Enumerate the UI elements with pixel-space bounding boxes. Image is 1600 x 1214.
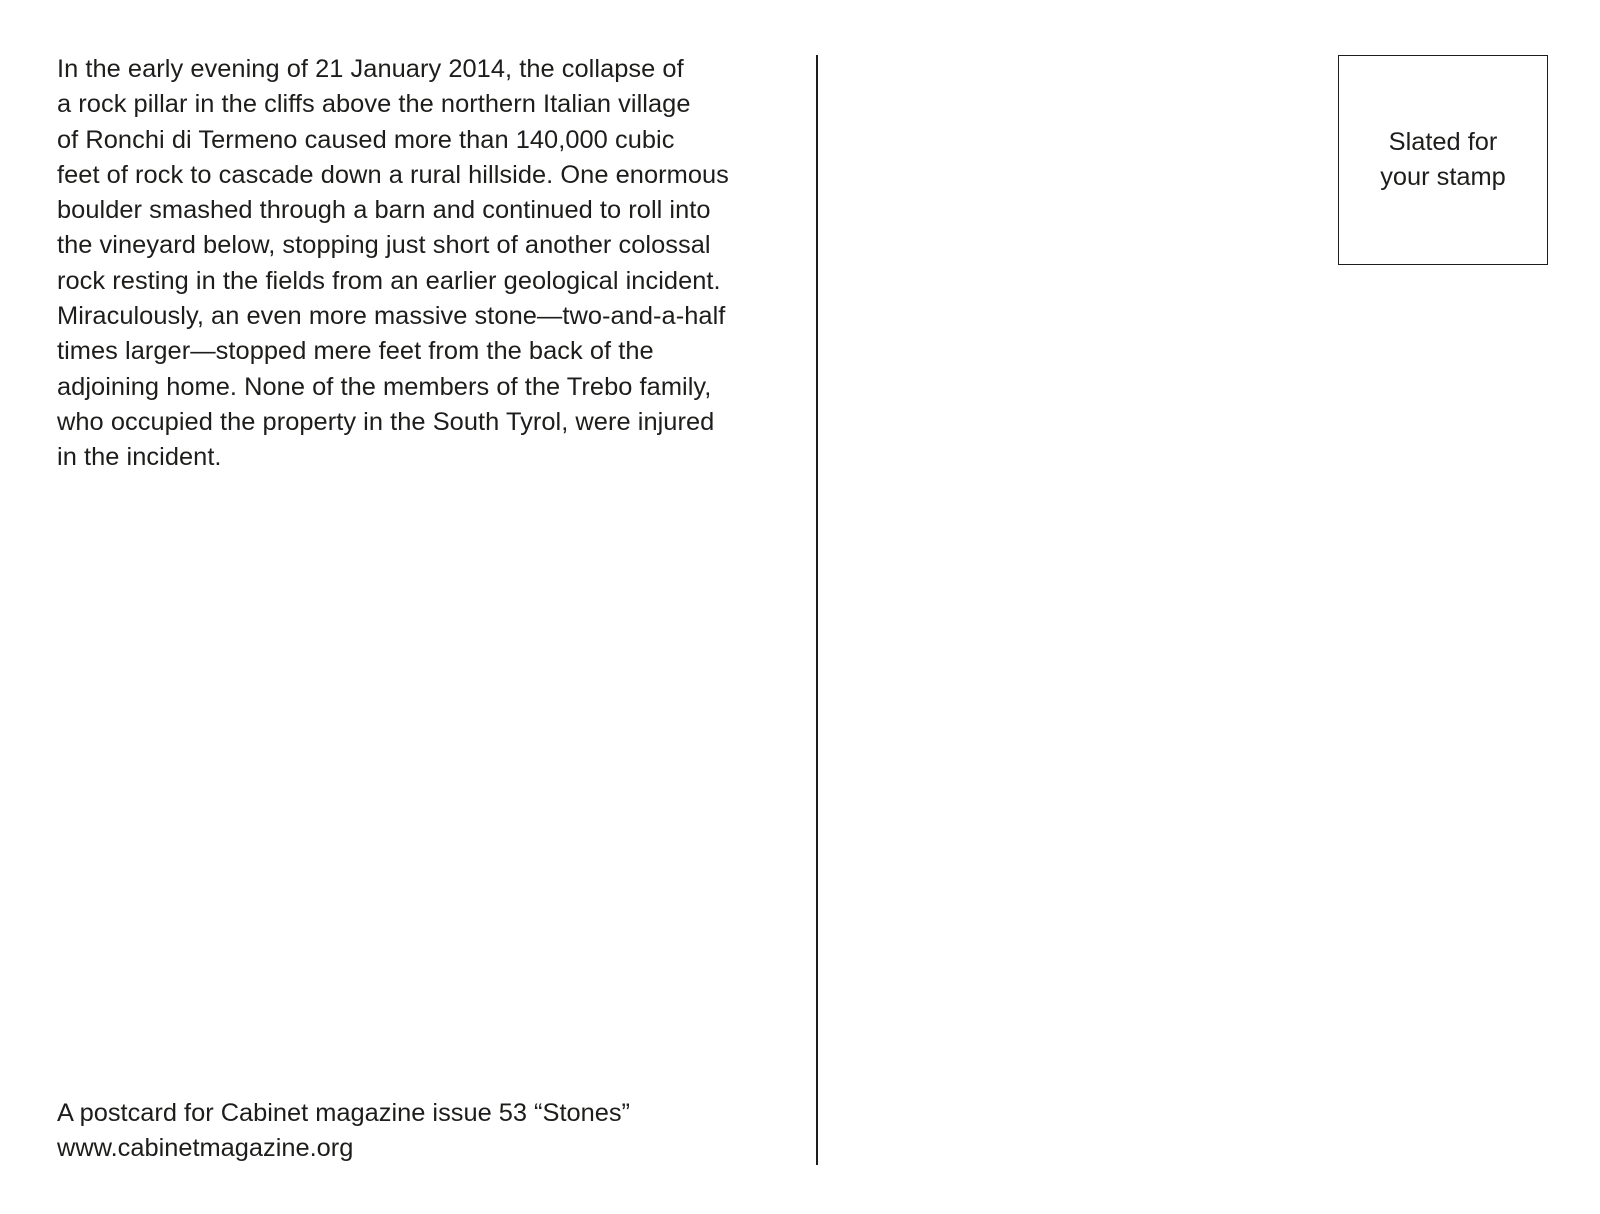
footer xyxy=(57,1096,630,1167)
center-divider xyxy=(816,55,818,1165)
stamp-box xyxy=(1338,55,1548,265)
story-text: In the early evening of 21 January 2014, the collapse of a rock pillar in the cliffs above the northern Italian village of Ronchi di Termeno caused more than 140,000 cubic feet of rock to cascade down a rural hillside. One enormous boulder smashed through a barn and continued to roll into the vineyard below, stopping just short of another colossal rock resting in the fields from an earlier geological incident. Miraculously, an even more massive stone—two-and-a-half times larger—stopped mere feet from the back of the adjoining home. None of the members of the Trebo family, who occupied the property in the South Tyrol, were injured in the incident. xyxy=(57,55,729,472)
website-url: www.cabinetmagazine.org xyxy=(57,1134,354,1163)
postcard-caption: A postcard for Cabinet magazine issue 53 “Stones” xyxy=(57,1099,631,1127)
stamp-label: Slated for your stamp xyxy=(1380,128,1506,192)
